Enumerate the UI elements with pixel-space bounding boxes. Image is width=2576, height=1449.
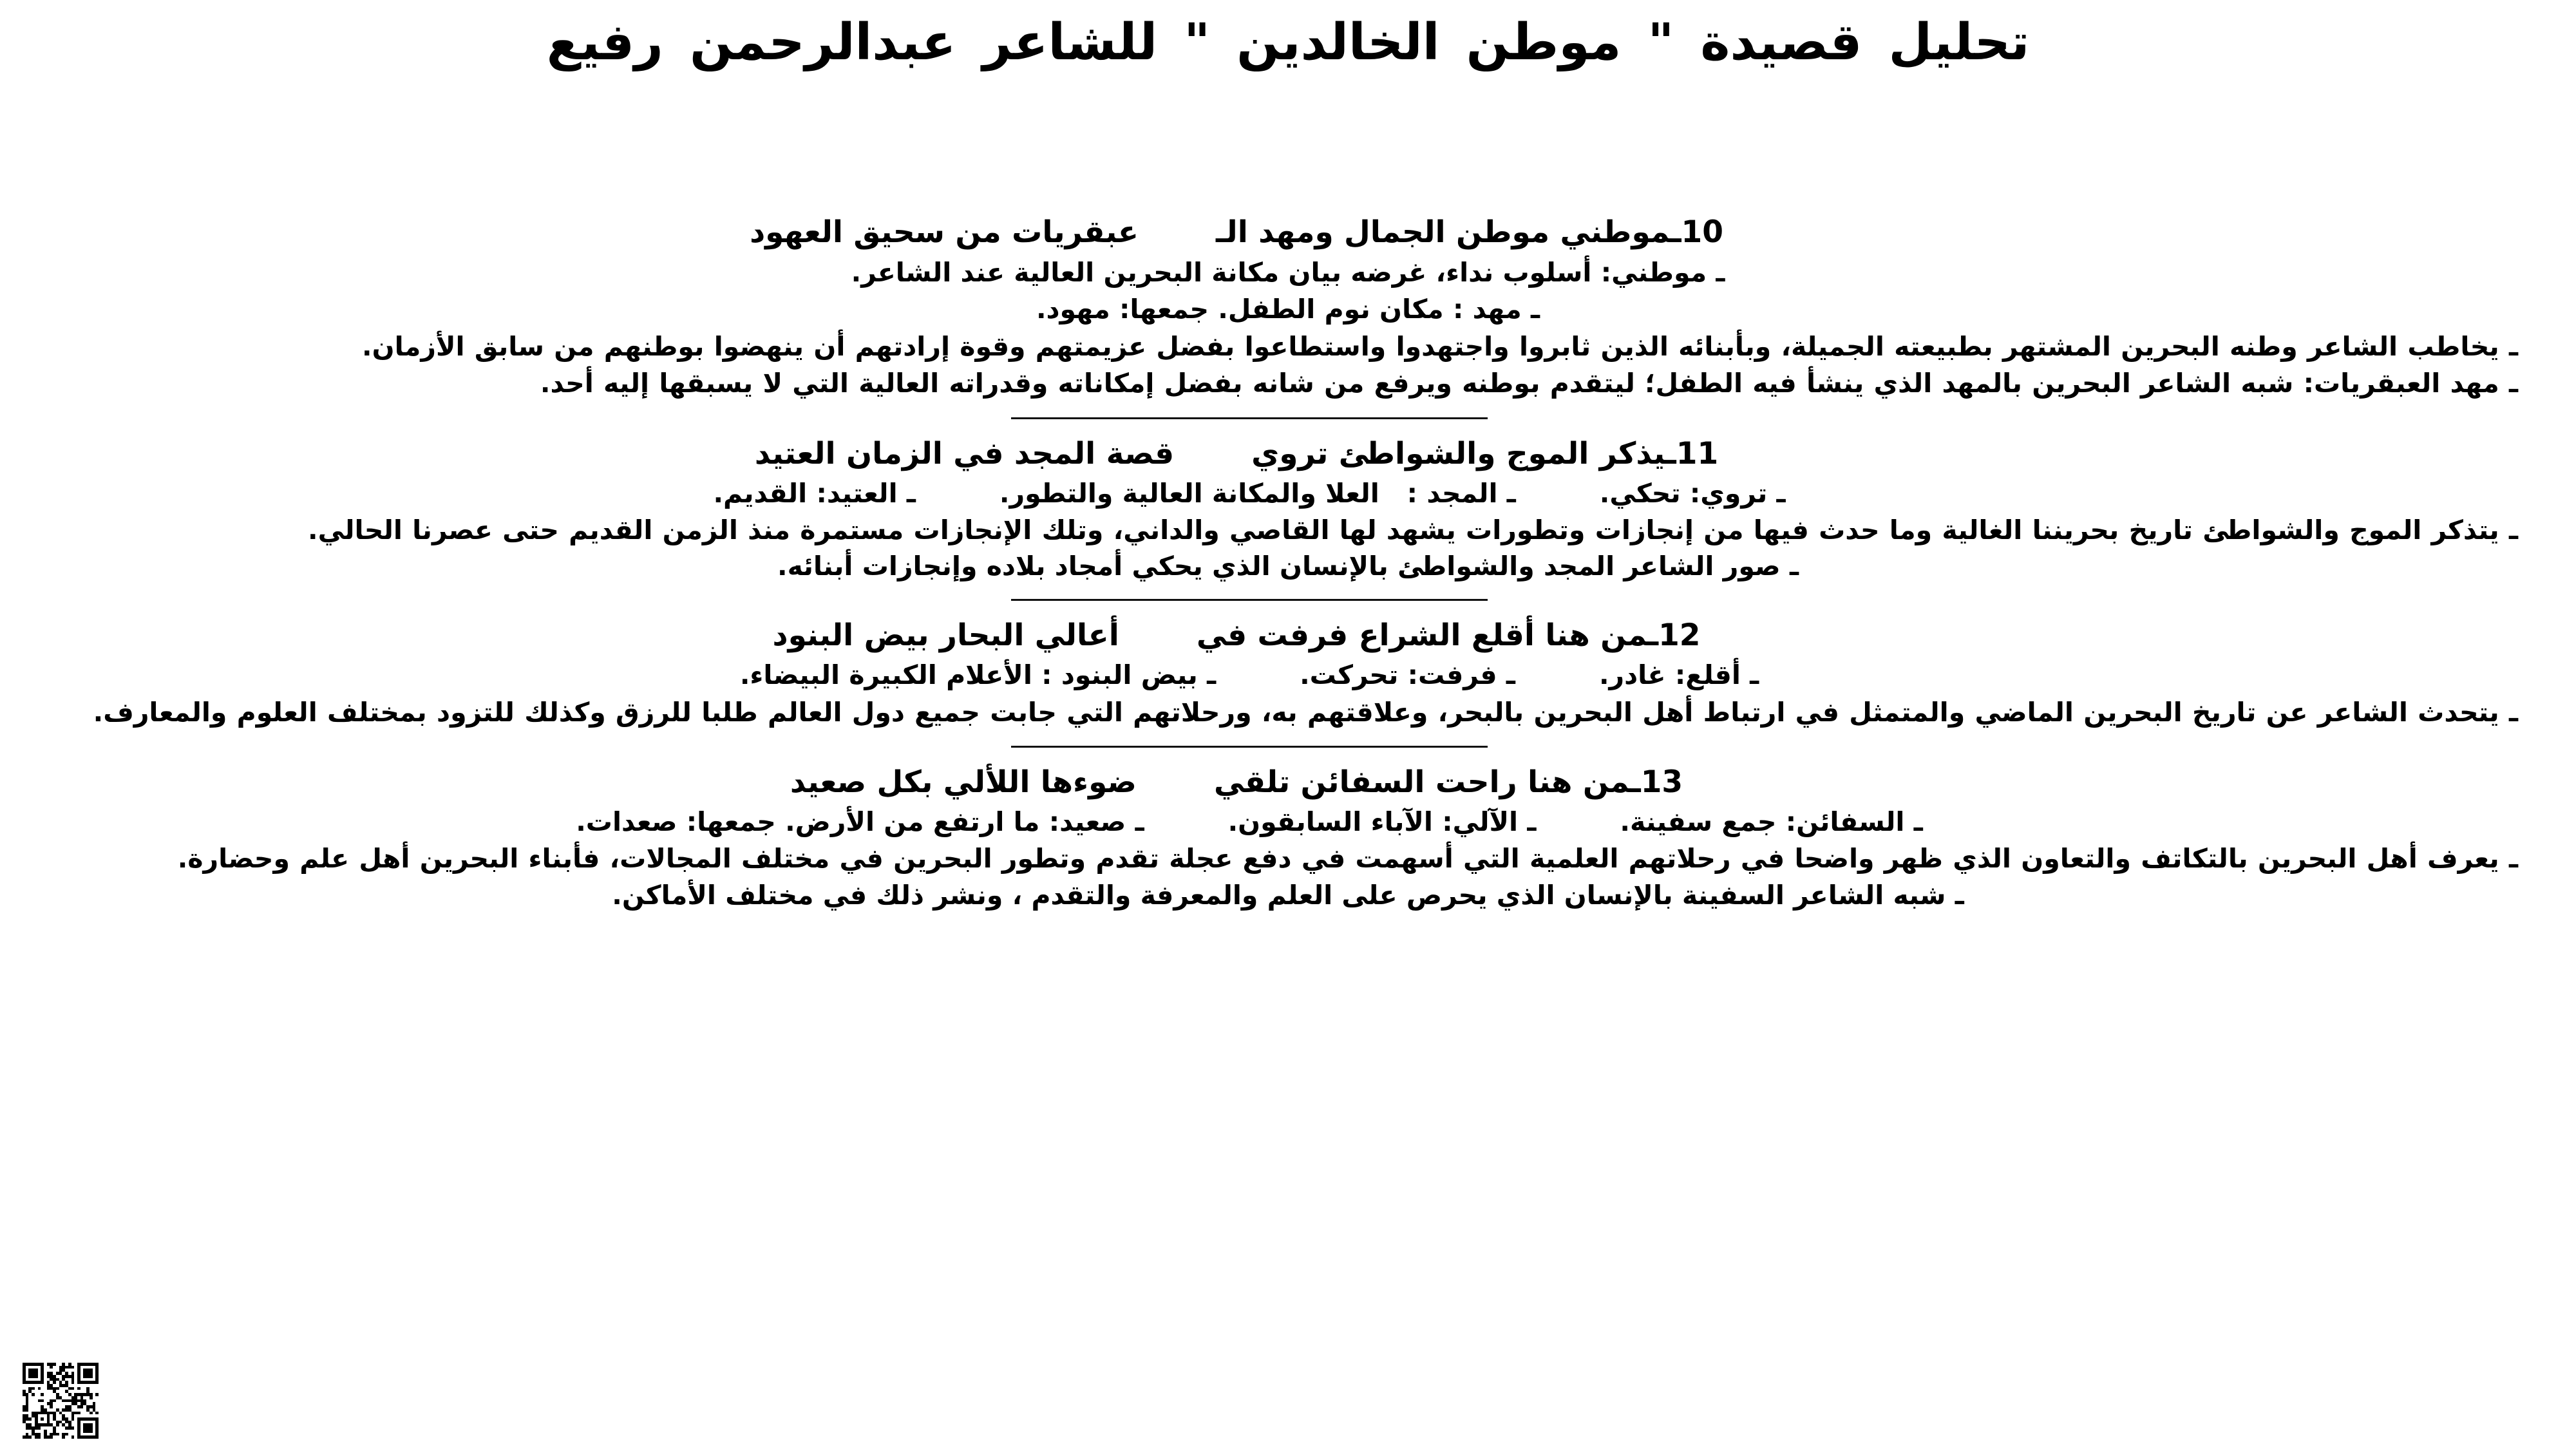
section-divider (58, 593, 2518, 605)
meaning-item: ـ السفائن: جمع سفينة. (1620, 806, 1923, 838)
meaning-item: ـ أقلع: غادر. (1598, 659, 1759, 691)
section-divider (58, 412, 2518, 424)
divider-rule (1011, 599, 1488, 601)
verse-line-10 (58, 213, 2518, 252)
divider-rule (1011, 746, 1488, 748)
verse-hemistich-1-11: يذكر الموج والشواطئ تروي (1251, 435, 1666, 471)
meaning-line-group (58, 658, 2518, 692)
page-title: تحليل قصيدة " موطن الخالدين " للشاعر عبدالرحمن رفيع (546, 14, 2030, 71)
verse-number-11: 11ـ (1665, 435, 1719, 471)
verse-number-12: 12ـ (1647, 618, 1701, 654)
meaning-item: ـ بيض البنود : الأعلام الكبيرة البيضاء. (739, 659, 1217, 691)
qr-code (23, 1363, 99, 1439)
meaning-item: ـ صعيد: ما ارتفع من الأرض. جمعها: صعدات. (576, 806, 1144, 838)
analysis-section-10 (58, 213, 2518, 424)
divider-rule (1011, 417, 1488, 419)
verse-line-12 (58, 616, 2518, 656)
meaning-line-group (58, 477, 2518, 511)
meaning-line: ـ موطني: أسلوب نداء، غرضه بيان مكانة البحرين العالية عند الشاعر. (851, 257, 1725, 289)
explanation-paragraph: ـ شبه الشاعر السفينة بالإنسان الذي يحرص على العلم والمعرفة والتقدم ، ونشر ذلك في مختلف الأماكن. (612, 879, 1964, 911)
meaning-line: ـ مهد : مكان نوم الطفل. جمعها: مهود. (1036, 293, 1540, 325)
verse-hemistich-2-13: ضوءها اللألي بكل صعيد (790, 764, 1137, 800)
meaning-item: ـ تروي: تحكي. (1599, 477, 1786, 509)
verse-hemistich-1-12: من هنا أقلع الشراع فرفت في (1196, 618, 1648, 654)
verse-hemistich-2-12: أعالي البحار بيض البنود (772, 618, 1119, 654)
meaning-item: ـ المجد : العلا والمكانة العالية والتطور. (999, 477, 1516, 509)
section-divider (58, 740, 2518, 752)
meaning-line-group (58, 805, 2518, 839)
explanation-paragraph: ـ صور الشاعر المجد والشواطئ بالإنسان الذي يحكي أمجاد بلاده وإنجازات أبنائه. (777, 551, 1799, 582)
explanation-paragraph: ـ يعرف أهل البحرين بالتكاتف والتعاون الذي ظهر واضحا في رحلاتهم العلمية التي أسهمت في دفع عجلة تقدم وتطور البحرين في مختلف المجالات، فأبناء البحرين أهل علم وحضارة. (177, 843, 2518, 875)
explanation-paragraph: ـ يتحدث الشاعر عن تاريخ البحرين الماضي والمتمثل في ارتباط أهل البحرين بالبحر، وعلاقتهم به، ورحلاتهم التي جابت جميع دول العالم طلبا للرزق وكذلك للتزود بمختلف العلوم والمعارف. (93, 696, 2518, 728)
meaning-item: ـ الآلي: الآباء السابقون. (1227, 806, 1537, 838)
verse-line-13 (58, 762, 2518, 802)
verse-hemistich-1-13: من هنا راحت السفائن تلقي (1213, 764, 1631, 800)
verse-number-13: 13ـ (1630, 764, 1683, 800)
verse-line-11 (58, 434, 2518, 474)
meaning-item: ـ فرفت: تحركت. (1300, 659, 1515, 691)
analysis-section-11 (58, 434, 2518, 606)
document-body (58, 213, 2518, 914)
verse-number-10: 10ـ (1671, 214, 1723, 250)
explanation-paragraph: ـ يخاطب الشاعر وطنه البحرين المشتهر بطبيعته الجميلة، وبأبنائه الذين ثابروا واجتهدوا واستطاعوا بفضل عزيمتهم وقوة إرادتهم أن ينهضوا بوطنهم من سابق الأزمان. (362, 330, 2518, 362)
explanation-paragraph: ـ يتذكر الموج والشواطئ تاريخ بحريننا الغالية وما حدث فيها من إنجازات وتطورات يشهد لها القاصي والداني، وتلك الإنجازات مستمرة منذ الزمن القديم حتى عصرنا الحالي. (308, 515, 2518, 546)
verse-hemistich-2-11: قصة المجد في الزمان العتيد (754, 435, 1175, 471)
verse-hemistich-2-10: عبقريات من سحيق العهود (750, 214, 1139, 250)
verse-hemistich-1-10: موطني موطن الجمال ومهد الـ (1215, 214, 1671, 250)
meaning-item: ـ العتيد: القديم. (713, 477, 916, 509)
analysis-section-12 (58, 616, 2518, 752)
explanation-paragraph: ـ مهد العبقريات: شبه الشاعر البحرين بالمهد الذي ينشأ فيه الطفل؛ ليتقدم بوطنه ويرفع من شانه بفضل إمكاناته وقدراته العالية التي لا يسبقها إليه أحد. (540, 368, 2518, 399)
analysis-section-13 (58, 762, 2518, 913)
